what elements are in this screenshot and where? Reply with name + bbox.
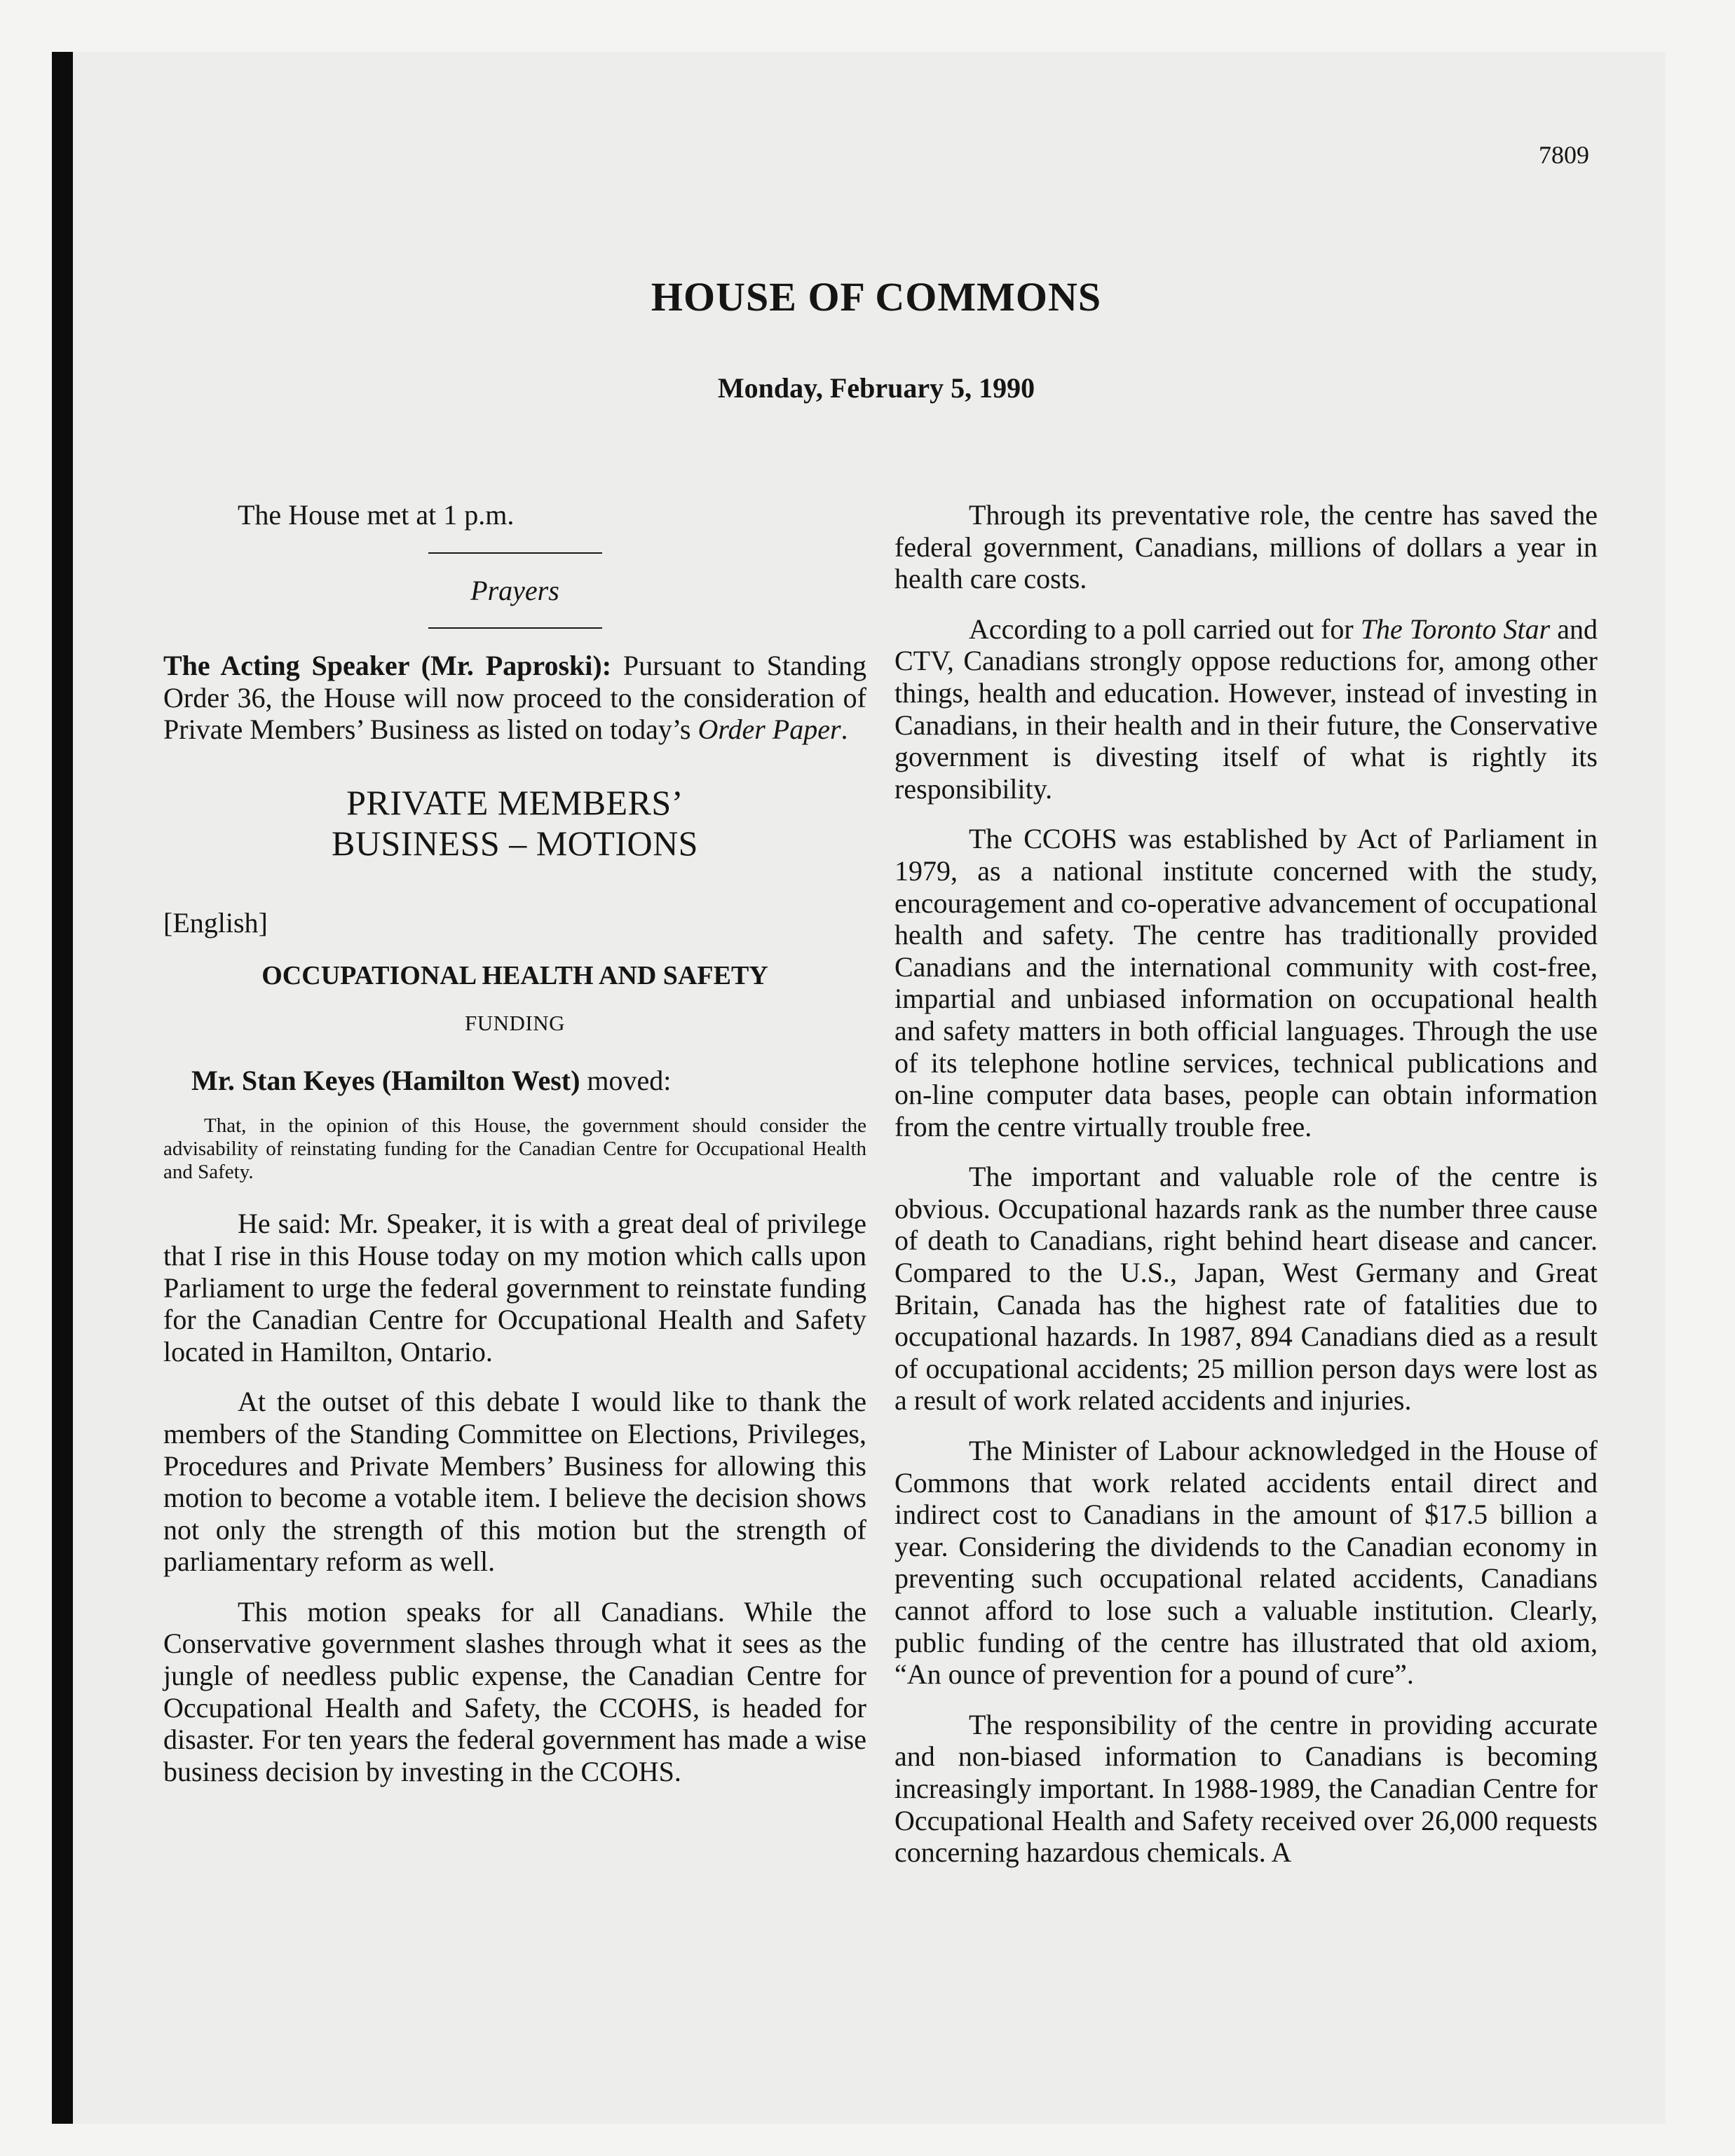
paragraph: At the outset of this debate I would like to thank the members of the Standing Committee on Elections, Privileges, Procedures and Private Members’ Business for allowing this motion to become a votable item. I believe the decision shows not only the strength of this motion but the strength of parliamentary reform as well. [163,1386,866,1578]
paragraph [894,613,1598,805]
paragraph: He said: Mr. Speaker, it is with a great deal of privilege that I rise in this House today on my motion which calls upon Parliament to urge the federal government to reinstate funding for the Canadian Centre for Occupational Health and Safety located in Hamilton, Ontario. [163,1208,866,1367]
right-column [894,499,1598,1887]
masthead-title: HOUSE OF COMMONS [651,274,1102,320]
paragraph-text: and CTV, Canadians strongly oppose reductions for, among other things, health and education. However, instead of investing in Canadians, in their health and in their future, the Conservative government is divesting itself of what is rightly its responsibility. [894,613,1598,805]
speaker-text-end: . [841,714,848,746]
section-title [163,782,866,864]
newspaper-title: The Toronto Star [1360,613,1551,645]
order-paper-title: Order Paper [698,714,841,746]
prayers-heading: Prayers [470,574,559,606]
speaker-name: The Acting Speaker (Mr. Paproski): [163,650,612,682]
scan-edge [52,52,73,2124]
left-column [163,499,866,1806]
mover-name: Mr. Stan Keyes (Hamilton West) [191,1064,580,1096]
debate-subheading: FUNDING [465,1011,565,1036]
paragraph: Through its preventative role, the centre has saved the federal government, Canadians, millions of dollars a year in health care costs. [894,499,1598,595]
paragraph-text: According to a poll carried out for [969,613,1361,645]
paragraph: The CCOHS was established by Act of Parliament in 1979, as a national institute concerned with the study, encouragement and co-operative advancement of occupational health and safety. The centre has traditionally provided Canadians and the international community with cost-free, impartial and unbiased information on occupational health and safety matters in both official languages. Through the use of its telephone hotline services, technical publications and on-line computer data bases, people can obtain information from the centre virtually trouble free. [894,823,1598,1142]
speaker-paragraph [163,650,866,746]
paragraph: This motion speaks for all Canadians. While the Conservative government slashes through what it sees as the jungle of needless public expense, the Canadian Centre for Occupational Health and Safety, the CCOHS, is headed for disaster. For ten years the federal government has made a wise business decision by investing in the CCOHS. [163,1595,866,1787]
paragraph: The responsibility of the centre in providing accurate and non-biased information to Canadians is becoming increasingly important. In 1988-1989, the Canadian Centre for Occupational Health and Safety received over 26,000 requests concerning hazardous chemicals. A [894,1708,1598,1869]
speaker-text: Pursuant to Standing Order 36, the House will now proceed to the consideration of Private Members’ Business as listed on today’s [163,650,866,746]
section-title-line: BUSINESS – MOTIONS [332,823,698,863]
page-number: 7809 [1539,141,1589,169]
mover-line [163,1065,866,1097]
paragraph: The important and valuable role of the centre is obvious. Occupational hazards rank as the number three cause of death to Canadians, right behind heart disease and cancer. Compared to the U.S., Japan, West Germany and Great Britain, Canada has the highest rate of fatalities due to occupational hazards. In 1987, 894 Canadians died as a result of occupational accidents; 25 million person days were lost as a result of work related accidents and injuries. [894,1161,1598,1417]
divider-rule [428,627,602,629]
language-marker: [English] [163,906,268,939]
divider-rule [428,552,602,554]
section-title-line: PRIVATE MEMBERS’ [346,782,683,822]
debate-heading: OCCUPATIONAL HEALTH AND SAFETY [261,960,768,990]
opening-line: The House met at 1 p.m. [238,499,515,531]
motion-text: That, in the opinion of this House, the government should consider the advisability of reinstating funding for the Canadian Centre for Occupational Health and Safety. [163,1114,866,1184]
mover-action: moved: [580,1064,672,1096]
paragraph: The Minister of Labour acknowledged in the House of Commons that work related accidents entail direct and indirect cost to Canadians in the amount of $17.5 billion a year. Considering the dividends to the Canadian economy in preventing such occupational related accidents, Canadians cannot afford to lose such a valuable institution. Clearly, public funding of the centre has illustrated that old axiom, “An ounce of prevention for a pound of cure”. [894,1435,1598,1691]
sitting-date: Monday, February 5, 1990 [717,372,1035,404]
